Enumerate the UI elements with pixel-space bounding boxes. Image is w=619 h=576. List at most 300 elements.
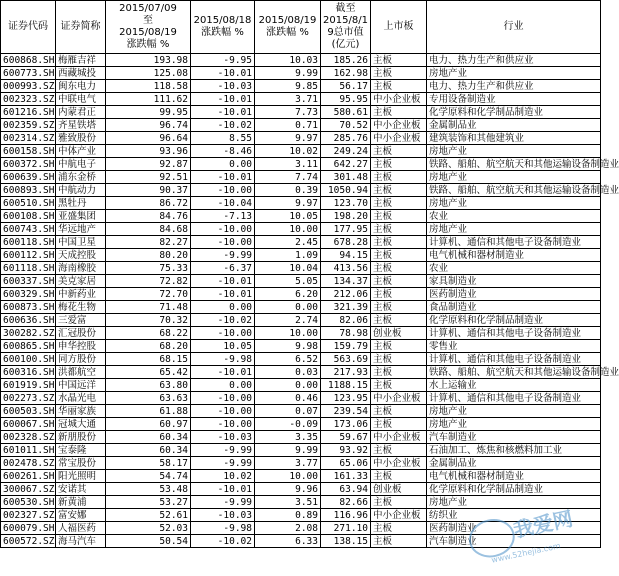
cell-change-0819: 0.89	[255, 509, 321, 522]
cell-board: 主板	[371, 67, 427, 80]
cell-market-cap: 70.52	[321, 119, 371, 132]
cell-change-0818: -10.02	[191, 119, 255, 132]
cell-industry: 医药制造业	[427, 522, 601, 535]
cell-change-0819: 9.97	[255, 132, 321, 145]
cell-change-0818: -10.00	[191, 327, 255, 340]
cell-name: 梅花生物	[56, 301, 106, 314]
cell-change-0818: -10.01	[191, 275, 255, 288]
cell-change-period: 52.61	[106, 509, 191, 522]
cell-code: 600100.SH	[1, 353, 56, 366]
cell-change-0818: -10.00	[191, 392, 255, 405]
cell-change-0818: -10.03	[191, 80, 255, 93]
cell-board: 主板	[371, 353, 427, 366]
cell-industry: 房地产业	[427, 197, 601, 210]
cell-board: 中小企业板	[371, 119, 427, 132]
table-row	[1, 54, 601, 67]
cell-board: 主板	[371, 418, 427, 431]
cell-change-0819: 9.99	[255, 67, 321, 80]
cell-industry: 计算机、通信和其他电子设备制造业	[427, 392, 601, 405]
cell-change-period: 99.95	[106, 106, 191, 119]
header-change-0709-0819: 2015/07/09 至 2015/08/19 涨跌幅 %	[106, 1, 191, 54]
cell-name: 齐星铁塔	[56, 119, 106, 132]
cell-board: 中小企业板	[371, 132, 427, 145]
cell-change-0819: 3.51	[255, 496, 321, 509]
cell-code: 600118.SH	[1, 236, 56, 249]
cell-industry: 金属制品业	[427, 457, 601, 470]
cell-market-cap: 162.98	[321, 67, 371, 80]
cell-change-0819: 0.71	[255, 119, 321, 132]
cell-change-0818: 10.05	[191, 340, 255, 353]
cell-code: 600873.SH	[1, 301, 56, 314]
table-row	[1, 132, 601, 145]
cell-change-0818: -10.01	[191, 171, 255, 184]
cell-market-cap: 56.17	[321, 80, 371, 93]
cell-market-cap: 159.79	[321, 340, 371, 353]
cell-change-period: 193.98	[106, 54, 191, 67]
cell-market-cap: 198.20	[321, 210, 371, 223]
cell-board: 主板	[371, 80, 427, 93]
table-row	[1, 197, 601, 210]
cell-code: 002478.SZ	[1, 457, 56, 470]
cell-change-0819: 3.71	[255, 93, 321, 106]
cell-industry: 农业	[427, 210, 601, 223]
cell-change-period: 60.34	[106, 444, 191, 457]
cell-board: 创业板	[371, 327, 427, 340]
cell-market-cap: 580.61	[321, 106, 371, 119]
cell-board: 主板	[371, 288, 427, 301]
cell-market-cap: 301.48	[321, 171, 371, 184]
cell-board: 主板	[371, 470, 427, 483]
table-row	[1, 301, 601, 314]
table-row	[1, 184, 601, 197]
cell-change-0819: 3.35	[255, 431, 321, 444]
cell-name: 海马汽车	[56, 535, 106, 548]
cell-industry: 食品制造业	[427, 301, 601, 314]
table-row	[1, 236, 601, 249]
cell-industry: 计算机、通信和其他电子设备制造业	[427, 327, 601, 340]
table-row	[1, 210, 601, 223]
cell-code: 002323.SZ	[1, 93, 56, 106]
cell-change-0819: 9.98	[255, 340, 321, 353]
header-change-0819: 2015/08/19 涨跌幅 %	[255, 1, 321, 54]
header-security-name: 证券简称	[56, 1, 106, 54]
header-market-cap: 截至 2015/8/1 9总市值 (亿元)	[321, 1, 371, 54]
cell-board: 主板	[371, 314, 427, 327]
cell-change-period: 53.48	[106, 483, 191, 496]
cell-industry: 专用设备制造业	[427, 93, 601, 106]
table-row	[1, 457, 601, 470]
header-listing-board: 上市板	[371, 1, 427, 54]
cell-code: 601118.SH	[1, 262, 56, 275]
cell-change-0818: -10.02	[191, 535, 255, 548]
table-row	[1, 288, 601, 301]
cell-change-0819: 9.99	[255, 444, 321, 457]
cell-change-0819: 0.00	[255, 301, 321, 314]
cell-code: 600316.SH	[1, 366, 56, 379]
cell-market-cap: 93.92	[321, 444, 371, 457]
table-row	[1, 249, 601, 262]
cell-industry: 房地产业	[427, 67, 601, 80]
cell-market-cap: 285.76	[321, 132, 371, 145]
cell-market-cap: 212.06	[321, 288, 371, 301]
cell-code: 600079.SH	[1, 522, 56, 535]
cell-name: 海南橡胶	[56, 262, 106, 275]
cell-change-0818: 0.00	[191, 158, 255, 171]
cell-change-0819: -0.09	[255, 418, 321, 431]
cell-code: 002328.SZ	[1, 431, 56, 444]
cell-code: 600067.SH	[1, 418, 56, 431]
cell-market-cap: 239.54	[321, 405, 371, 418]
cell-market-cap: 94.15	[321, 249, 371, 262]
cell-change-0818: -10.03	[191, 509, 255, 522]
cell-code: 002327.SZ	[1, 509, 56, 522]
cell-industry: 石油加工、炼焦和核燃料加工业	[427, 444, 601, 457]
cell-change-0818: -10.01	[191, 366, 255, 379]
cell-board: 主板	[371, 366, 427, 379]
cell-board: 主板	[371, 249, 427, 262]
cell-change-0818: -10.00	[191, 418, 255, 431]
cell-change-0818: -10.00	[191, 236, 255, 249]
watermark-subtext: www.52hejia.com	[490, 541, 562, 565]
cell-market-cap: 271.10	[321, 522, 371, 535]
cell-industry: 汽车制造业	[427, 431, 601, 444]
cell-code: 600510.SH	[1, 197, 56, 210]
cell-market-cap: 95.95	[321, 93, 371, 106]
cell-change-0819: 6.20	[255, 288, 321, 301]
table-row	[1, 392, 601, 405]
cell-market-cap: 65.06	[321, 457, 371, 470]
table-row	[1, 522, 601, 535]
cell-change-period: 90.37	[106, 184, 191, 197]
cell-board: 主板	[371, 379, 427, 392]
cell-board: 主板	[371, 210, 427, 223]
table-row	[1, 509, 601, 522]
cell-market-cap: 173.06	[321, 418, 371, 431]
cell-industry: 电气机械和器材制造业	[427, 249, 601, 262]
table-row	[1, 366, 601, 379]
cell-code: 600868.SH	[1, 54, 56, 67]
cell-market-cap: 78.98	[321, 327, 371, 340]
cell-name: 内蒙君正	[56, 106, 106, 119]
cell-board: 主板	[371, 197, 427, 210]
cell-industry: 计算机、通信和其他电子设备制造业	[427, 353, 601, 366]
cell-market-cap: 321.39	[321, 301, 371, 314]
cell-board: 中小企业板	[371, 457, 427, 470]
cell-board: 创业板	[371, 483, 427, 496]
cell-change-0818: -6.37	[191, 262, 255, 275]
cell-code: 600158.SH	[1, 145, 56, 158]
cell-market-cap: 642.27	[321, 158, 371, 171]
cell-change-0818: 10.02	[191, 470, 255, 483]
cell-change-period: 118.58	[106, 80, 191, 93]
cell-change-0818: -10.01	[191, 93, 255, 106]
cell-code: 600503.SH	[1, 405, 56, 418]
cell-name: 三爱富	[56, 314, 106, 327]
cell-industry: 铁路、船舶、航空航天和其他运输设备制造业	[427, 184, 601, 197]
cell-name: 西藏城投	[56, 67, 106, 80]
cell-change-0819: 3.11	[255, 158, 321, 171]
table-row	[1, 145, 601, 158]
table-row	[1, 171, 601, 184]
cell-change-0819: 9.96	[255, 483, 321, 496]
cell-industry: 金属制品业	[427, 119, 601, 132]
table-row	[1, 535, 601, 548]
table-row	[1, 106, 601, 119]
cell-name: 中体产业	[56, 145, 106, 158]
cell-change-0818: -7.13	[191, 210, 255, 223]
cell-industry: 纺织业	[427, 509, 601, 522]
cell-change-0819: 0.03	[255, 366, 321, 379]
table-row	[1, 327, 601, 340]
cell-board: 主板	[371, 106, 427, 119]
cell-market-cap: 63.94	[321, 483, 371, 496]
cell-market-cap: 185.26	[321, 54, 371, 67]
cell-change-period: 60.97	[106, 418, 191, 431]
cell-code: 600372.SH	[1, 158, 56, 171]
cell-name: 申华控股	[56, 340, 106, 353]
cell-name: 雅致股份	[56, 132, 106, 145]
cell-change-0819: 9.85	[255, 80, 321, 93]
cell-industry: 房地产业	[427, 145, 601, 158]
cell-change-0819: 6.33	[255, 535, 321, 548]
cell-code: 600261.SH	[1, 470, 56, 483]
cell-code: 600337.SH	[1, 275, 56, 288]
cell-change-0818: -9.98	[191, 353, 255, 366]
table-row	[1, 496, 601, 509]
cell-change-0819: 7.73	[255, 106, 321, 119]
cell-name: 亚盛集团	[56, 210, 106, 223]
table-row	[1, 80, 601, 93]
cell-change-period: 72.70	[106, 288, 191, 301]
cell-change-period: 54.74	[106, 470, 191, 483]
cell-board: 中小企业板	[371, 392, 427, 405]
cell-change-0819: 3.77	[255, 457, 321, 470]
cell-name: 水晶光电	[56, 392, 106, 405]
cell-change-0818: -9.99	[191, 457, 255, 470]
table-row	[1, 418, 601, 431]
cell-board: 主板	[371, 522, 427, 535]
cell-board: 主板	[371, 301, 427, 314]
table-row	[1, 353, 601, 366]
header-row	[1, 1, 601, 54]
cell-board: 主板	[371, 158, 427, 171]
cell-market-cap: 217.93	[321, 366, 371, 379]
cell-name: 中国远洋	[56, 379, 106, 392]
cell-name: 冠城大通	[56, 418, 106, 431]
cell-code: 600773.SH	[1, 67, 56, 80]
cell-name: 浦东金桥	[56, 171, 106, 184]
cell-industry: 家具制造业	[427, 275, 601, 288]
cell-change-0819: 2.45	[255, 236, 321, 249]
cell-name: 华丽家族	[56, 405, 106, 418]
cell-industry: 建筑装饰和其他建筑业	[427, 132, 601, 145]
cell-change-period: 92.87	[106, 158, 191, 171]
cell-industry: 房地产业	[427, 223, 601, 236]
table-row	[1, 314, 601, 327]
cell-change-0818: 8.55	[191, 132, 255, 145]
cell-market-cap: 138.15	[321, 535, 371, 548]
cell-board: 主板	[371, 236, 427, 249]
cell-name: 天成控股	[56, 249, 106, 262]
cell-industry: 电力、热力生产和供应业	[427, 54, 601, 67]
table-row	[1, 340, 601, 353]
cell-change-0818: -10.01	[191, 67, 255, 80]
cell-industry: 铁路、船舶、航空航天和其他运输设备制造业	[427, 366, 601, 379]
cell-change-0819: 2.08	[255, 522, 321, 535]
cell-change-0818: -10.01	[191, 288, 255, 301]
cell-market-cap: 249.24	[321, 145, 371, 158]
cell-change-0819: 0.00	[255, 379, 321, 392]
cell-change-0818: -8.46	[191, 145, 255, 158]
cell-name: 新朋股份	[56, 431, 106, 444]
cell-industry: 房地产业	[427, 171, 601, 184]
cell-board: 主板	[371, 275, 427, 288]
table-row	[1, 405, 601, 418]
header-industry: 行业	[427, 1, 601, 54]
cell-market-cap: 116.96	[321, 509, 371, 522]
cell-code: 600572.SZ	[1, 535, 56, 548]
cell-change-0819: 0.39	[255, 184, 321, 197]
cell-industry: 医药制造业	[427, 288, 601, 301]
cell-market-cap: 134.37	[321, 275, 371, 288]
cell-name: 梅雁吉祥	[56, 54, 106, 67]
cell-change-0818: -9.99	[191, 249, 255, 262]
cell-industry: 零售业	[427, 340, 601, 353]
cell-change-0819: 2.74	[255, 314, 321, 327]
cell-market-cap: 82.06	[321, 314, 371, 327]
cell-code: 000993.SZ	[1, 80, 56, 93]
cell-code: 002359.SZ	[1, 119, 56, 132]
cell-name: 富安娜	[56, 509, 106, 522]
cell-change-period: 125.08	[106, 67, 191, 80]
cell-change-period: 58.17	[106, 457, 191, 470]
cell-industry: 房地产业	[427, 496, 601, 509]
cell-change-period: 68.20	[106, 340, 191, 353]
cell-change-period: 82.27	[106, 236, 191, 249]
cell-change-period: 96.74	[106, 119, 191, 132]
cell-code: 600865.SH	[1, 340, 56, 353]
cell-industry: 房地产业	[427, 405, 601, 418]
cell-industry: 计算机、通信和其他电子设备制造业	[427, 236, 601, 249]
cell-change-period: 75.33	[106, 262, 191, 275]
cell-board: 主板	[371, 54, 427, 67]
cell-change-0818: -9.98	[191, 522, 255, 535]
cell-change-period: 68.15	[106, 353, 191, 366]
cell-board: 主板	[371, 340, 427, 353]
cell-change-0819: 10.00	[255, 470, 321, 483]
cell-board: 主板	[371, 171, 427, 184]
cell-change-period: 84.76	[106, 210, 191, 223]
cell-change-0819: 0.46	[255, 392, 321, 405]
cell-market-cap: 678.28	[321, 236, 371, 249]
cell-change-period: 86.72	[106, 197, 191, 210]
cell-code: 600108.SH	[1, 210, 56, 223]
cell-industry: 房地产业	[427, 418, 601, 431]
cell-market-cap: 1188.15	[321, 379, 371, 392]
cell-board: 主板	[371, 145, 427, 158]
cell-market-cap: 123.95	[321, 392, 371, 405]
cell-change-0819: 6.52	[255, 353, 321, 366]
cell-name: 中新药业	[56, 288, 106, 301]
table-row	[1, 67, 601, 80]
table-row	[1, 444, 601, 457]
cell-market-cap: 59.67	[321, 431, 371, 444]
table-row	[1, 431, 601, 444]
cell-change-period: 111.62	[106, 93, 191, 106]
cell-change-0819: 10.03	[255, 54, 321, 67]
cell-market-cap: 413.56	[321, 262, 371, 275]
cell-board: 中小企业板	[371, 431, 427, 444]
cell-board: 主板	[371, 535, 427, 548]
cell-code: 600530.SH	[1, 496, 56, 509]
cell-change-period: 65.42	[106, 366, 191, 379]
cell-code: 300067.SZ	[1, 483, 56, 496]
cell-industry: 农业	[427, 262, 601, 275]
cell-code: 300282.SZ	[1, 327, 56, 340]
cell-code: 601011.SH	[1, 444, 56, 457]
table-row	[1, 262, 601, 275]
table-row	[1, 275, 601, 288]
cell-market-cap: 123.70	[321, 197, 371, 210]
cell-change-0818: -10.01	[191, 106, 255, 119]
cell-change-0819: 0.07	[255, 405, 321, 418]
table-row	[1, 470, 601, 483]
cell-change-period: 72.82	[106, 275, 191, 288]
cell-change-0818: -9.99	[191, 444, 255, 457]
cell-name: 华远地产	[56, 223, 106, 236]
cell-industry: 化学原料和化学制品制造业	[427, 314, 601, 327]
cell-name: 中国卫星	[56, 236, 106, 249]
cell-change-period: 93.96	[106, 145, 191, 158]
cell-change-0819: 10.00	[255, 223, 321, 236]
cell-change-period: 80.20	[106, 249, 191, 262]
table-body	[1, 54, 619, 548]
cell-name: 中航动力	[56, 184, 106, 197]
cell-name: 常宝股份	[56, 457, 106, 470]
cell-change-0819: 10.00	[255, 327, 321, 340]
cell-name: 洪都航空	[56, 366, 106, 379]
cell-code: 002314.SZ	[1, 132, 56, 145]
cell-board: 主板	[371, 496, 427, 509]
cell-change-0819: 10.04	[255, 262, 321, 275]
cell-name: 新黄浦	[56, 496, 106, 509]
cell-market-cap: 177.95	[321, 223, 371, 236]
table-row	[1, 379, 601, 392]
cell-name: 同方股份	[56, 353, 106, 366]
cell-name: 中联电气	[56, 93, 106, 106]
cell-code: 600743.SH	[1, 223, 56, 236]
cell-change-period: 60.34	[106, 431, 191, 444]
cell-name: 宝泰隆	[56, 444, 106, 457]
cell-code: 002273.SZ	[1, 392, 56, 405]
cell-change-0818: -10.04	[191, 197, 255, 210]
cell-board: 主板	[371, 184, 427, 197]
cell-change-period: 68.22	[106, 327, 191, 340]
cell-change-0818: -10.00	[191, 405, 255, 418]
cell-industry: 电力、热力生产和供应业	[427, 80, 601, 93]
cell-code: 601919.SH	[1, 379, 56, 392]
table-row	[1, 119, 601, 132]
table-row	[1, 223, 601, 236]
table-row	[1, 93, 601, 106]
cell-change-0818: -10.00	[191, 184, 255, 197]
cell-change-0818: -9.95	[191, 54, 255, 67]
cell-change-period: 96.64	[106, 132, 191, 145]
cell-name: 安诺其	[56, 483, 106, 496]
cell-change-period: 92.51	[106, 171, 191, 184]
cell-change-period: 63.80	[106, 379, 191, 392]
cell-name: 美克家居	[56, 275, 106, 288]
